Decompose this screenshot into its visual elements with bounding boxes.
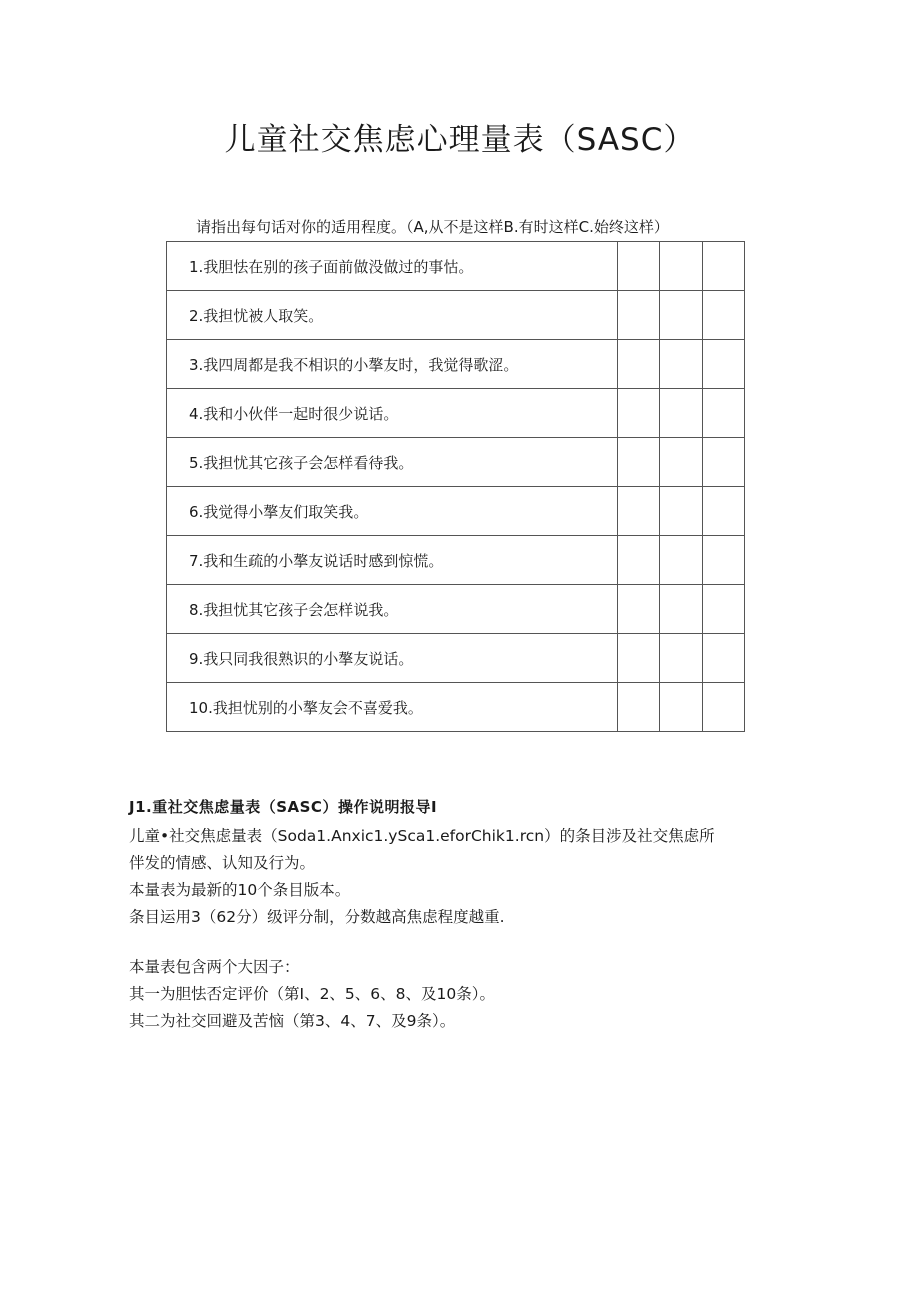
table-row [167, 242, 745, 291]
option-c-cell[interactable] [702, 340, 744, 389]
option-a-cell[interactable] [618, 487, 660, 536]
notes-line: 儿童•社交焦虑量表（Soda1.Anxic1.ySca1.eforChik1.rcn）的条目涉及社交焦虑所 [129, 827, 715, 845]
option-c-cell[interactable] [702, 438, 744, 487]
option-b-cell[interactable] [660, 634, 702, 683]
option-c-cell[interactable] [702, 389, 744, 438]
item-text: 6.我觉得小摮友们取笑我。 [167, 487, 618, 536]
option-b-cell[interactable] [660, 291, 702, 340]
option-a-cell[interactable] [618, 536, 660, 585]
item-text: 9.我只同我很熟识的小摮友说话。 [167, 634, 618, 683]
table-row [167, 438, 745, 487]
table-row [167, 389, 745, 438]
option-b-cell[interactable] [660, 242, 702, 291]
item-text: 4.我和小伙伴一起时很少说话。 [167, 389, 618, 438]
option-b-cell[interactable] [660, 585, 702, 634]
instruction-text: 请指出每句话对你的适用程度。（A,从不是这样B.有时这样C.始终这样） [196, 218, 669, 236]
table-row [167, 585, 745, 634]
table-row [167, 683, 745, 732]
option-a-cell[interactable] [618, 242, 660, 291]
table-row [167, 487, 745, 536]
option-a-cell[interactable] [618, 438, 660, 487]
option-b-cell[interactable] [660, 536, 702, 585]
document-title: 儿童社交焦虑心理量表（SASC） [224, 122, 696, 158]
option-b-cell[interactable] [660, 487, 702, 536]
table-row [167, 634, 745, 683]
option-b-cell[interactable] [660, 340, 702, 389]
option-b-cell[interactable] [660, 683, 702, 732]
notes-line: 本量表为最新的10个条目版本。 [129, 881, 351, 899]
item-text: 7.我和生疏的小摮友说话时感到惊慌。 [167, 536, 618, 585]
option-a-cell[interactable] [618, 389, 660, 438]
notes-line: 伴发的情感、认知及行为。 [129, 854, 316, 872]
item-text: 8.我担忧其它孩子会怎样说我。 [167, 585, 618, 634]
notes-line: 其二为社交回避及苦恼（第3、4、7、及9条）。 [129, 1012, 456, 1030]
option-b-cell[interactable] [660, 438, 702, 487]
option-a-cell[interactable] [618, 683, 660, 732]
option-a-cell[interactable] [618, 634, 660, 683]
notes-line: 其一为胆怯否定评价（第I、2、5、6、8、及10条）。 [129, 985, 495, 1003]
item-text: 5.我担忧其它孩子会怎样看待我。 [167, 438, 618, 487]
table-row [167, 340, 745, 389]
item-text: 2.我担忧被人取笑。 [167, 291, 618, 340]
option-a-cell[interactable] [618, 291, 660, 340]
item-text: 10.我担忧别的小摮友会不喜爱我。 [167, 683, 618, 732]
option-a-cell[interactable] [618, 340, 660, 389]
questionnaire-table [166, 241, 745, 732]
notes-line: 本量表包含两个大因子： [129, 958, 300, 976]
option-c-cell[interactable] [702, 585, 744, 634]
item-text: 1.我胆怯在别的孩子面前做没做过的事怙。 [167, 242, 618, 291]
table-row [167, 291, 745, 340]
option-c-cell[interactable] [702, 291, 744, 340]
notes-line: 条目运用3（62分）级评分制，分数越高焦虑程度越重. [129, 908, 505, 926]
option-c-cell[interactable] [702, 536, 744, 585]
option-a-cell[interactable] [618, 585, 660, 634]
item-text: 3.我四周都是我不相识的小摮友时，我觉得歌涩。 [167, 340, 618, 389]
notes-heading: J1.重社交焦虑量表（SASC）操作说明报导I [129, 798, 438, 816]
table-row [167, 536, 745, 585]
option-c-cell[interactable] [702, 242, 744, 291]
option-c-cell[interactable] [702, 487, 744, 536]
option-c-cell[interactable] [702, 634, 744, 683]
option-b-cell[interactable] [660, 389, 702, 438]
option-c-cell[interactable] [702, 683, 744, 732]
